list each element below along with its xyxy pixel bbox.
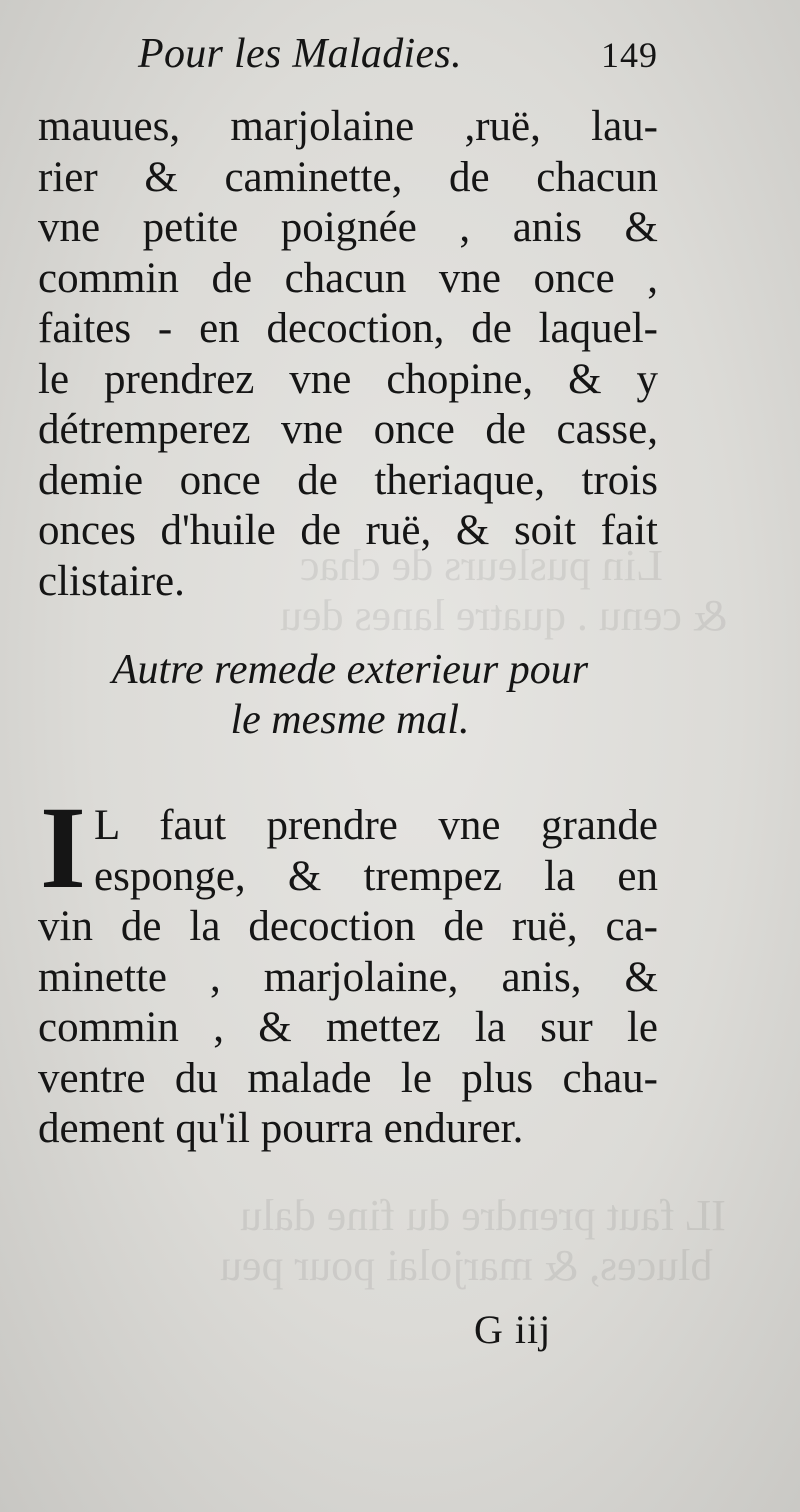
text-line: détremperez vne once de casse, [38, 406, 658, 453]
heading-line: le mesme mal. [230, 697, 470, 743]
show-through-text: & cenu . quatre lanes deu [280, 591, 728, 640]
page-number: 149 [601, 35, 658, 75]
show-through-text: IL faut prendre du fine dalu [240, 1191, 726, 1240]
text-line: minette , marjolaine, anis, & [38, 953, 658, 1001]
text-line: rier & caminette, de chacun [38, 153, 658, 201]
text-line: faites - en decoction, de laquel- [38, 305, 658, 352]
text-line: demie once de theriaque, trois [38, 456, 658, 504]
remedy-paragraph [38, 782, 658, 1155]
show-through-text: Lin pusleurs de chac [300, 541, 663, 590]
text-line: vne petite poignée , anis & [38, 204, 658, 251]
recipe-paragraph [38, 102, 658, 607]
text-line: commin , & mettez la sur le [38, 1004, 658, 1051]
show-through-text: bluces, & marjolai pour peu [220, 1241, 713, 1290]
section-heading [40, 645, 660, 745]
text-line: dement qu'il pourra endurer. [38, 1105, 524, 1152]
page-header [138, 30, 658, 90]
running-title: Pour les Maladies. [138, 31, 462, 77]
signature-mark: G iij [474, 1307, 552, 1352]
text-line: esponge, & trempez la en [94, 852, 658, 900]
heading-line: Autre remede exterieur pour [111, 647, 589, 693]
text-line: mauues, marjolaine ,ruë, lau- [38, 103, 658, 150]
drop-cap: I [40, 782, 86, 913]
text-line: vin de la decoction de ruë, ca- [38, 903, 658, 950]
text-line: L faut prendre vne grande [94, 802, 658, 849]
text-line: commin de chacun vne once , [38, 254, 658, 302]
text-line: onces d'huile de ruë, & soit fait [38, 507, 658, 554]
text-line: le prendrez vne chopine, & y [38, 355, 658, 403]
text-line: ventre du malade le plus chau- [38, 1054, 658, 1102]
text-line: clistaire. [38, 557, 185, 605]
